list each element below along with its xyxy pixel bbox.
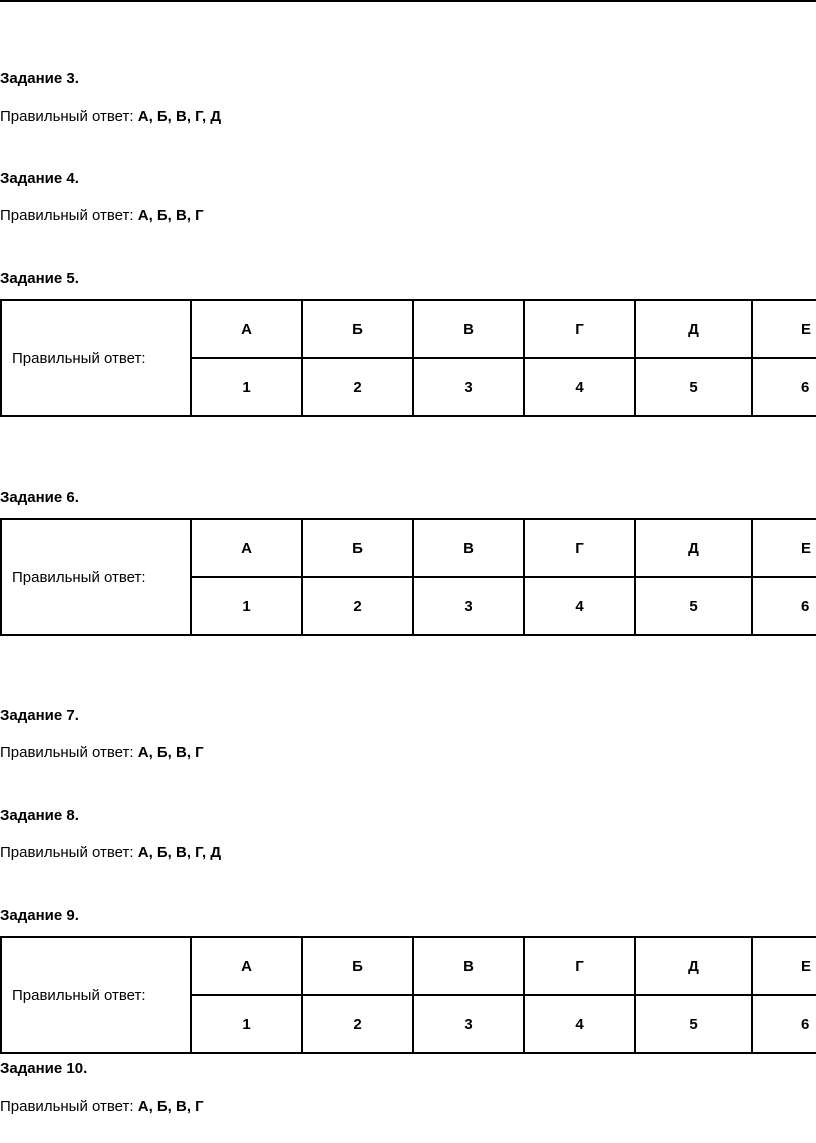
number-cell: 3: [413, 577, 524, 635]
table-row: [1, 937, 816, 995]
task-6-answer-table: [0, 518, 816, 636]
letter-cell: Д: [635, 937, 752, 995]
number-cell: 5: [635, 995, 752, 1053]
number-cell: 3: [413, 358, 524, 416]
answer-value: А, Б, В, Г: [137, 1098, 204, 1115]
number-cell: 1: [191, 358, 302, 416]
table-label: Правильный ответ:: [1, 300, 191, 416]
task-5-heading: Задание 5.: [0, 270, 79, 287]
task-5-answer-table: [0, 299, 816, 417]
table-row: [1, 519, 816, 577]
task-9-answer-table: [0, 936, 816, 1054]
task-10-heading: Задание 10.: [0, 1060, 88, 1077]
letter-cell: А: [191, 937, 302, 995]
number-cell: 2: [302, 358, 413, 416]
letter-cell: Г: [524, 300, 635, 358]
answer-value: А, Б, В, Г, Д: [137, 844, 222, 861]
number-cell: 1: [191, 995, 302, 1053]
number-cell: 4: [524, 995, 635, 1053]
letter-cell: Г: [524, 519, 635, 577]
number-cell: 2: [302, 995, 413, 1053]
letter-cell: Е: [752, 937, 816, 995]
answer-value: А, Б, В, Г: [137, 744, 204, 761]
letter-cell: А: [191, 519, 302, 577]
letter-cell: В: [413, 519, 524, 577]
letter-cell: Б: [302, 519, 413, 577]
letter-cell: Е: [752, 519, 816, 577]
number-cell: 6: [752, 577, 816, 635]
task-6-heading: Задание 6.: [0, 489, 79, 506]
number-cell: 1: [191, 577, 302, 635]
task-8-answer: [0, 844, 221, 862]
letter-cell: Б: [302, 300, 413, 358]
number-cell: 4: [524, 577, 635, 635]
number-cell: 5: [635, 358, 752, 416]
task-9-heading: Задание 9.: [0, 907, 79, 924]
task-7-answer: [0, 744, 204, 762]
answer-prefix: Правильный ответ:: [0, 108, 134, 125]
letter-cell: Е: [752, 300, 816, 358]
number-cell: 4: [524, 358, 635, 416]
answer-prefix: Правильный ответ:: [0, 844, 134, 861]
answer-prefix: Правильный ответ:: [0, 1098, 134, 1115]
top-rule: [0, 0, 816, 2]
answer-prefix: Правильный ответ:: [0, 207, 134, 224]
table-row: [1, 300, 816, 358]
letter-cell: В: [413, 937, 524, 995]
task-10-answer: [0, 1098, 204, 1116]
task-3-heading: Задание 3.: [0, 70, 79, 87]
letter-cell: В: [413, 300, 524, 358]
letter-cell: Д: [635, 519, 752, 577]
number-cell: 3: [413, 995, 524, 1053]
task-4-heading: Задание 4.: [0, 170, 79, 187]
number-cell: 6: [752, 995, 816, 1053]
table-label: Правильный ответ:: [1, 937, 191, 1053]
task-8-heading: Задание 8.: [0, 807, 79, 824]
letter-cell: Г: [524, 937, 635, 995]
task-3-answer: [0, 108, 221, 126]
task-7-heading: Задание 7.: [0, 707, 79, 724]
number-cell: 2: [302, 577, 413, 635]
number-cell: 6: [752, 358, 816, 416]
table-label: Правильный ответ:: [1, 519, 191, 635]
letter-cell: Б: [302, 937, 413, 995]
answer-value: А, Б, В, Г, Д: [137, 108, 222, 125]
task-4-answer: [0, 207, 204, 225]
number-cell: 5: [635, 577, 752, 635]
answer-prefix: Правильный ответ:: [0, 744, 134, 761]
letter-cell: А: [191, 300, 302, 358]
answer-value: А, Б, В, Г: [137, 207, 204, 224]
letter-cell: Д: [635, 300, 752, 358]
